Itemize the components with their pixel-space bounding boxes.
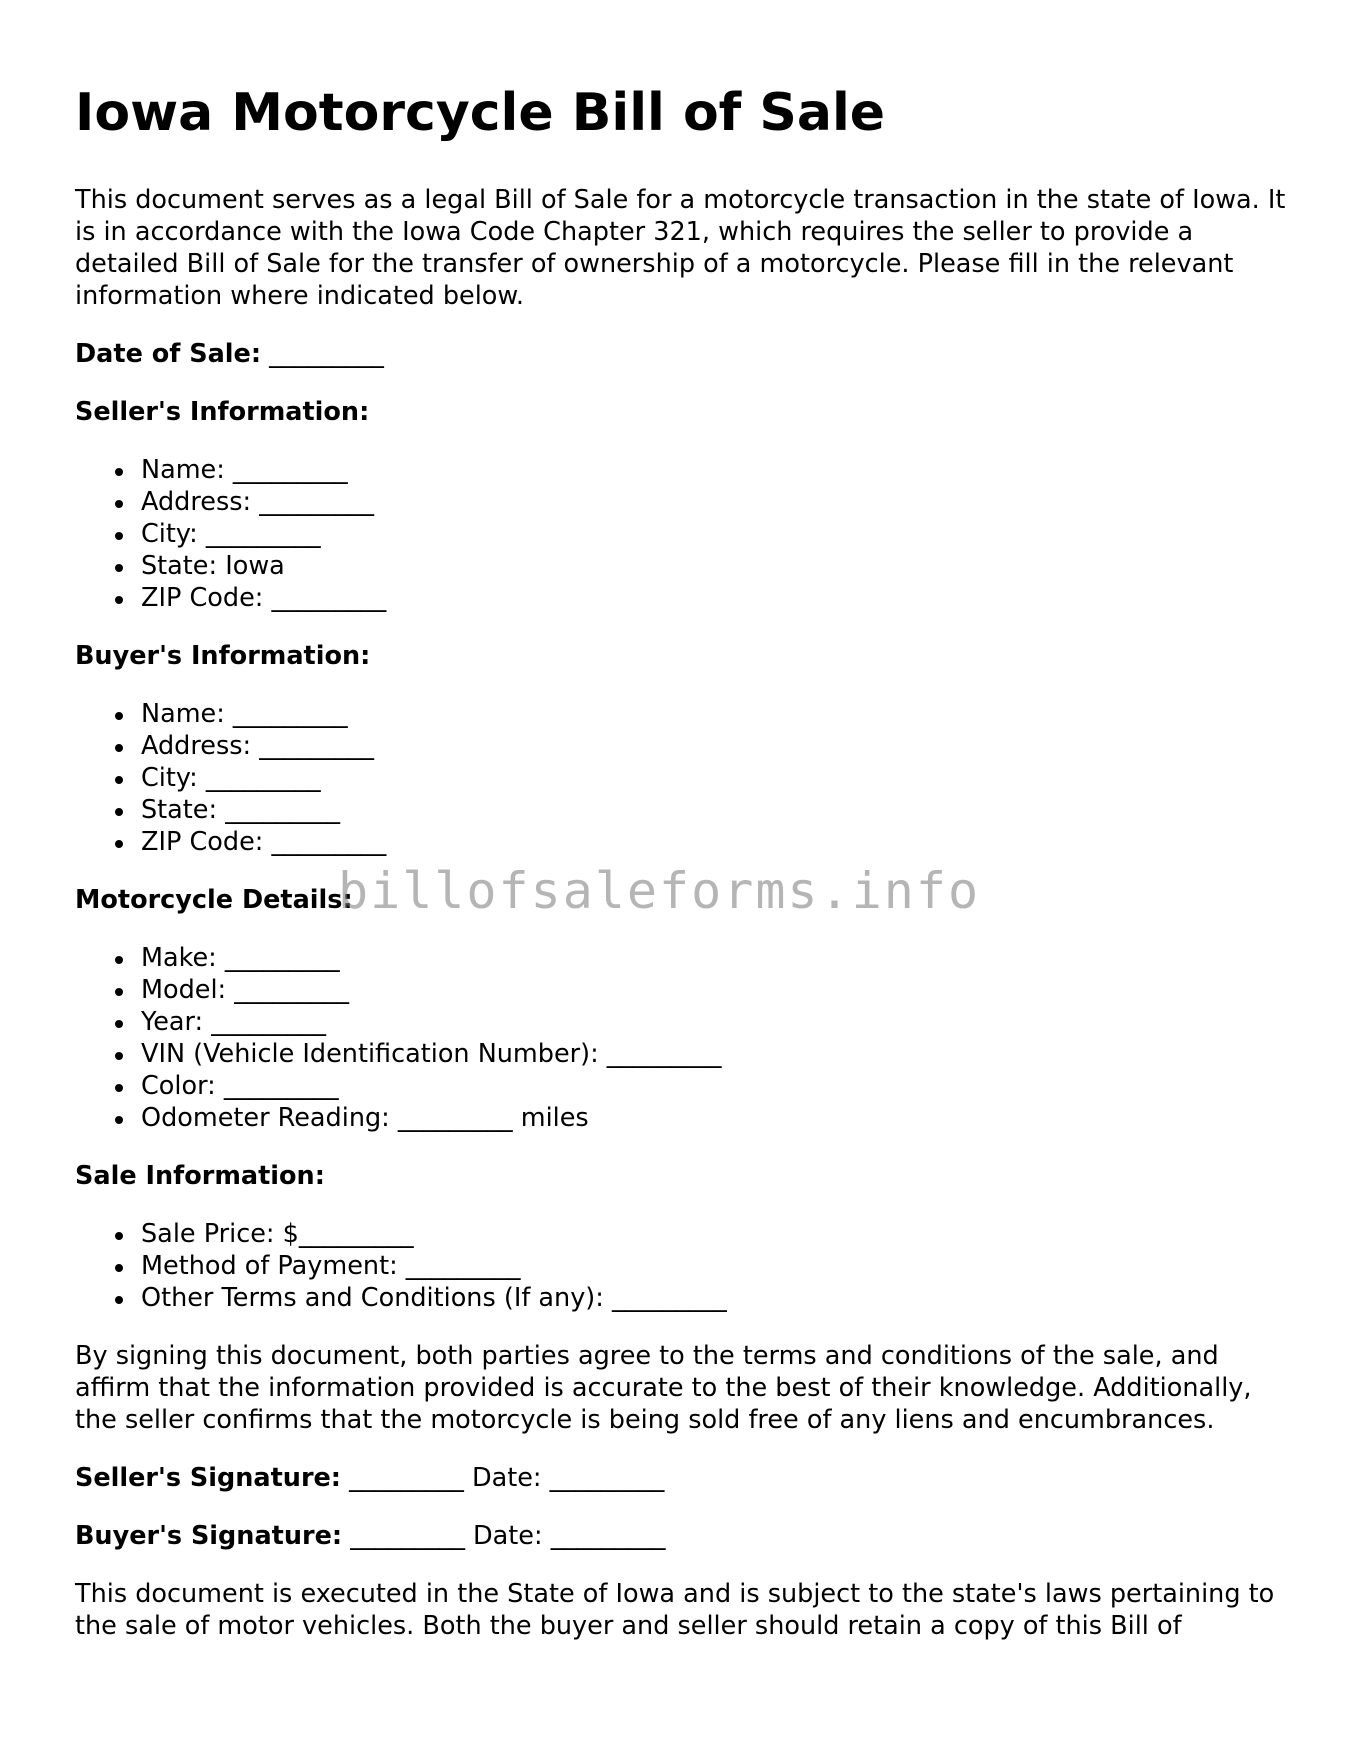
buyer-address-item[interactable]: Address: _________ (141, 730, 1295, 762)
buyer-city-item[interactable]: City: _________ (141, 762, 1295, 794)
motorcycle-model-item[interactable]: Model: _________ (141, 974, 1295, 1006)
sale-info-list (75, 1218, 1295, 1314)
date-of-sale-label: Date of Sale: (75, 339, 262, 370)
buyer-info-list (75, 698, 1295, 858)
other-terms-item[interactable]: Other Terms and Conditions (If any): _________ (141, 1282, 1295, 1314)
motorcycle-odometer-item[interactable]: Odometer Reading: _________ miles (141, 1102, 1295, 1134)
date-of-sale-line (75, 338, 1295, 370)
motorcycle-color-item[interactable]: Color: _________ (141, 1070, 1295, 1102)
motorcycle-year-item[interactable]: Year: _________ (141, 1006, 1295, 1038)
seller-zip-item[interactable]: ZIP Code: _________ (141, 582, 1295, 614)
document-page (75, 82, 1295, 1642)
sale-heading: Sale Information: (75, 1161, 325, 1192)
seller-info-list (75, 454, 1295, 614)
buyer-heading: Buyer's Information: (75, 641, 371, 672)
seller-city-item[interactable]: City: _________ (141, 518, 1295, 550)
intro-paragraph: This document serves as a legal Bill of Sale for a motorcycle transaction in the state of Iowa. It is in accordance with the Iowa Code Chapter 321, which requires the seller to provide a detailed Bill of Sale for the transfer of ownership of a motorcycle. Please fill in the relevant information where indicated below. (75, 185, 1286, 312)
motorcycle-vin-item[interactable]: VIN (Vehicle Identification Number): _________ (141, 1038, 1295, 1070)
seller-address-item[interactable]: Address: _________ (141, 486, 1295, 518)
buyer-state-item[interactable]: State: _________ (141, 794, 1295, 826)
seller-signature-label: Seller's Signature: (75, 1463, 342, 1494)
date-of-sale-blank[interactable]: _________ (269, 339, 384, 370)
buyer-signature-label: Buyer's Signature: (75, 1521, 343, 1552)
seller-signature-line (75, 1462, 1295, 1494)
watermark: billofsaleforms.info (338, 862, 981, 920)
seller-state-item: State: Iowa (141, 550, 1295, 582)
motorcycle-details-list (75, 942, 1295, 1134)
page-title: Iowa Motorcycle Bill of Sale (75, 83, 886, 143)
seller-heading: Seller's Information: (75, 397, 370, 428)
seller-signature-blank[interactable]: _________ Date: _________ (349, 1463, 665, 1494)
buyer-name-item[interactable]: Name: _________ (141, 698, 1295, 730)
buyer-signature-blank[interactable]: _________ Date: _________ (350, 1521, 666, 1552)
payment-method-item[interactable]: Method of Payment: _________ (141, 1250, 1295, 1282)
motorcycle-heading: Motorcycle Details: (75, 885, 353, 916)
sale-price-item[interactable]: Sale Price: $_________ (141, 1218, 1295, 1250)
closing-paragraph: This document is executed in the State of Iowa and is subject to the state's laws pertaining to the sale of motor vehicles. Both the buyer and seller should retain a copy of this Bill of (75, 1579, 1275, 1642)
buyer-zip-item[interactable]: ZIP Code: _________ (141, 826, 1295, 858)
buyer-signature-line (75, 1520, 1295, 1552)
seller-name-item[interactable]: Name: _________ (141, 454, 1295, 486)
motorcycle-make-item[interactable]: Make: _________ (141, 942, 1295, 974)
agreement-paragraph: By signing this document, both parties agree to the terms and conditions of the sale, and affirm that the information provided is accurate to the best of their knowledge. Additionally, the seller confirms that the motorcycle is being sold free of any liens and encumbrances. (75, 1341, 1252, 1436)
